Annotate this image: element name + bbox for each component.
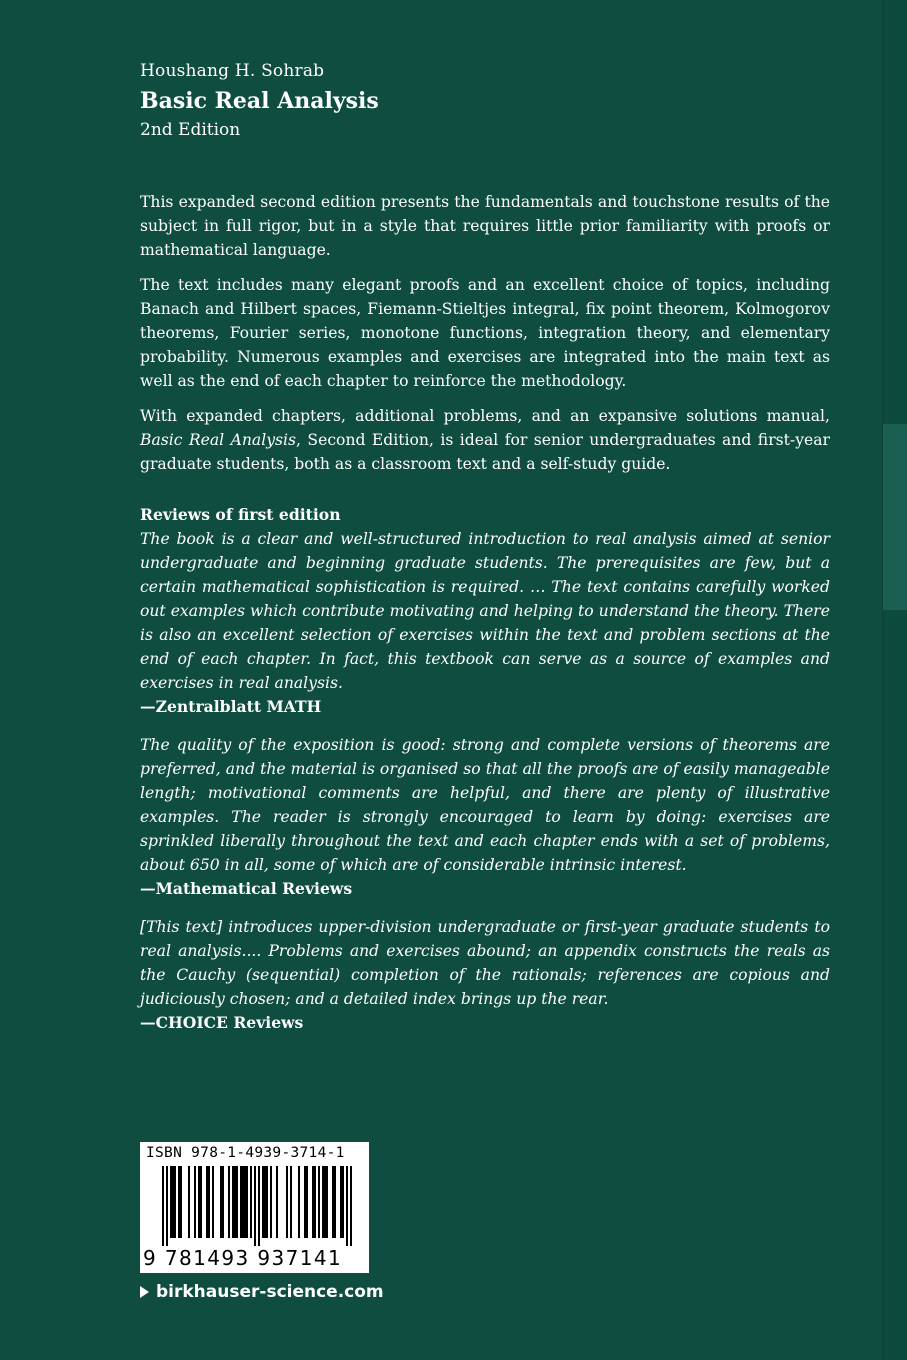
description-paragraph-3 bbox=[140, 404, 830, 476]
barcode-bar bbox=[346, 1166, 348, 1246]
publisher-website[interactable] bbox=[140, 1280, 384, 1304]
barcode-bar bbox=[162, 1166, 164, 1246]
barcode-bar bbox=[342, 1166, 344, 1238]
barcode-bar bbox=[242, 1166, 244, 1238]
barcode-bars bbox=[140, 1164, 369, 1246]
barcode-bar bbox=[232, 1166, 234, 1238]
barcode-bar bbox=[240, 1166, 242, 1238]
barcode-bar bbox=[304, 1166, 306, 1238]
barcode-bar bbox=[324, 1166, 326, 1238]
barcode-bar bbox=[188, 1166, 190, 1238]
barcode-bar bbox=[276, 1166, 278, 1238]
website-url: birkhauser-science.com bbox=[156, 1282, 384, 1302]
barcode-bar bbox=[264, 1166, 266, 1238]
barcode-bar bbox=[174, 1166, 176, 1238]
paragraph-3-end: , Second Edition, is ideal for senior undergraduates and first-year graduate students, both as a classroom text and a self-study guide. bbox=[140, 431, 830, 473]
paragraph-3-title: Basic Real Analysis bbox=[140, 431, 297, 449]
barcode-bar bbox=[200, 1166, 202, 1238]
review-item bbox=[140, 915, 830, 1035]
barcode-bar bbox=[208, 1166, 210, 1238]
barcode-bar bbox=[228, 1166, 230, 1238]
barcode-bar bbox=[180, 1166, 182, 1238]
barcode-bar bbox=[318, 1166, 320, 1238]
reviews-heading: Reviews of first edition bbox=[140, 505, 341, 524]
barcode-bar bbox=[314, 1166, 316, 1238]
barcode-bar bbox=[198, 1166, 200, 1238]
barcode-bar bbox=[220, 1166, 222, 1238]
barcode-bar bbox=[222, 1166, 224, 1238]
barcode-bar bbox=[340, 1166, 342, 1238]
review-text: The quality of the exposition is good: strong and complete versions of theorems are preferred, and the material is organised so that all the proofs are of easily manageable length; motivational comments are helpful, and there are plenty of illustrative examples. The reader is strongly encouraged to learn by doing: exercises are sprinkled liberally throughout the text and each chapter ends with a set of problems, about 650 in all, some of which are of considerable intrinsic interest. bbox=[140, 736, 830, 874]
arrow-icon bbox=[140, 1286, 149, 1298]
edition-label: 2nd Edition bbox=[140, 120, 241, 140]
barcode-bar bbox=[206, 1166, 208, 1238]
book-title: Basic Real Analysis bbox=[140, 88, 379, 114]
barcode-bar bbox=[312, 1166, 314, 1238]
barcode-bar bbox=[194, 1166, 196, 1238]
review-text: The book is a clear and well-structured introduction to real analysis aimed at senior undergraduate and beginning graduate students. The prerequisites are few, but a certain mathematical sophistication is required. … The text contains carefully worked out examples which contribute motivating and helping to understand the theory. There is also an excellent selection of exercises within the text and problem sections at the end of each chapter. In fact, this textbook can serve as a source of examples and exercises in real analysis. bbox=[140, 530, 830, 692]
barcode-bar bbox=[270, 1166, 272, 1238]
paragraph-3-start: With expanded chapters, additional problems, and an expansive solutions manual, bbox=[140, 407, 830, 425]
barcode-bar bbox=[332, 1166, 334, 1238]
barcode-bar bbox=[298, 1166, 300, 1238]
barcode-bar bbox=[170, 1166, 172, 1238]
isbn-label: ISBN 978-1-4939-3714-1 bbox=[146, 1145, 345, 1161]
barcode-bar bbox=[334, 1166, 336, 1238]
spine-edge bbox=[882, 0, 907, 1360]
review-text: [This text] introduces upper-division undergraduate or first-year graduate students to real analysis.... Problems and exercises abound; an appendix constructs the reals as the Cauchy (sequential) completion of the rationals; references are copious and judiciously chosen; and a detailed index brings up the rear. bbox=[140, 918, 830, 1008]
spine-accent bbox=[883, 424, 907, 610]
barcode-bar bbox=[172, 1166, 174, 1238]
author-name: Houshang H. Sohrab bbox=[140, 61, 325, 81]
barcode-bar bbox=[236, 1166, 238, 1238]
barcode-bar bbox=[258, 1166, 260, 1246]
description-paragraph-2: The text includes many elegant proofs and an excellent choice of topics, including Banach and Hilbert spaces, Fiemann-Stieltjes integral, fix point theorem, Kolmogorov theorems, Fourier series, monotone functions, integration theory, and elementary probability. Numerous examples and exercises are integrated into the main text as well as the end of each chapter to reinforce the methodology. bbox=[140, 276, 830, 390]
barcode-bar bbox=[290, 1166, 292, 1238]
barcode-bar bbox=[322, 1166, 324, 1238]
isbn-barcode bbox=[140, 1142, 369, 1273]
barcode-bar bbox=[326, 1166, 328, 1238]
book-header bbox=[140, 60, 840, 142]
barcode-bar bbox=[262, 1166, 264, 1238]
review-source: —CHOICE Reviews bbox=[140, 1013, 304, 1032]
barcode-bar bbox=[350, 1166, 352, 1246]
barcode-bar bbox=[250, 1166, 252, 1238]
review-source: —Mathematical Reviews bbox=[140, 879, 353, 898]
barcode-bar bbox=[244, 1166, 246, 1238]
reviews-section bbox=[140, 503, 830, 1049]
description bbox=[140, 190, 830, 487]
barcode-bar bbox=[166, 1166, 168, 1246]
barcode-bar bbox=[286, 1166, 288, 1238]
review-item bbox=[140, 527, 830, 719]
barcode-digits: 9 781493 937141 bbox=[143, 1246, 343, 1270]
barcode-bar bbox=[212, 1166, 214, 1238]
review-source: —Zentralblatt MATH bbox=[140, 697, 322, 716]
review-item bbox=[140, 733, 830, 901]
barcode-bar bbox=[234, 1166, 236, 1238]
barcode-bar bbox=[306, 1166, 308, 1238]
barcode-bar bbox=[246, 1166, 248, 1238]
barcode-bar bbox=[178, 1166, 180, 1238]
description-paragraph-1: This expanded second edition presents the fundamentals and touchstone results of the subject in full rigor, but in a style that requires little prior familiarity with proofs or mathematical language. bbox=[140, 193, 830, 259]
barcode-bar bbox=[254, 1166, 256, 1246]
barcode-bar bbox=[266, 1166, 268, 1238]
